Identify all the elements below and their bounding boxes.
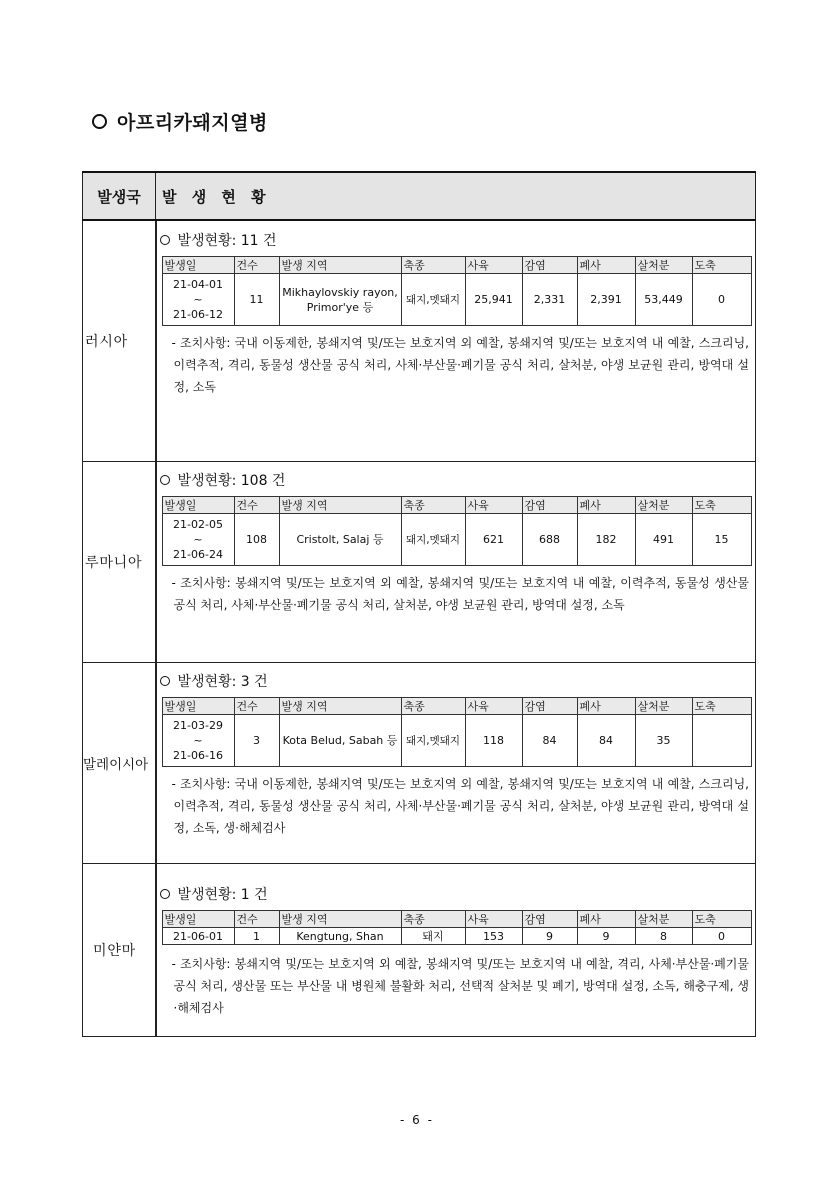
th-region: 발생 지역	[279, 911, 401, 928]
th-species: 축종	[401, 698, 465, 715]
count-cell: 3	[234, 715, 279, 767]
country-name: 러시아	[83, 220, 156, 462]
th-date: 발생일	[162, 497, 234, 514]
country-row-myanmar	[83, 864, 756, 1037]
table-row	[162, 715, 751, 767]
region-cell: Mikhaylovskiy rayon, Primor'ye 등	[279, 274, 401, 326]
th-raised: 사육	[465, 911, 522, 928]
th-slaughtered: 도축	[692, 497, 751, 514]
th-dead: 폐사	[577, 497, 635, 514]
th-count: 건수	[234, 497, 279, 514]
hollow-circle-bullet-icon	[160, 676, 170, 686]
th-raised: 사육	[465, 497, 522, 514]
th-region: 발생 지역	[279, 698, 401, 715]
count-cell: 1	[234, 928, 279, 945]
status-text: 발생현황: 108 건	[177, 473, 286, 489]
detail-table	[162, 256, 752, 326]
th-count: 건수	[234, 257, 279, 274]
dead-cell: 9	[577, 928, 635, 945]
page-heading	[92, 108, 268, 135]
date-from: 21-03-29	[173, 719, 223, 732]
measures-text: - 조치사항: 국내 이동제한, 봉쇄지역 및/또는 보호지역 외 예찰, 봉쇄지역 및/또는 보호지역 내 예찰, 스크리닝, 이력추적, 격리, 동물성 생산물 공식 처리, 사체·부산물·폐기물 공식 처리, 살처분, 야생 보균원 관리, 방역대 설정, 소독, 생·해체검사	[171, 777, 749, 835]
th-infected: 감염	[522, 911, 577, 928]
count-cell: 11	[234, 274, 279, 326]
dead-cell: 84	[577, 715, 635, 767]
status-text: 발생현황: 11 건	[177, 233, 277, 249]
culled-cell: 35	[635, 715, 692, 767]
slaughtered-cell: 0	[692, 928, 751, 945]
th-dead: 폐사	[577, 698, 635, 715]
raised-cell: 25,941	[465, 274, 522, 326]
th-culled: 살처분	[635, 497, 692, 514]
page-title: 아프리카돼지열병	[117, 112, 268, 134]
th-slaughtered: 도축	[692, 911, 751, 928]
date-tilde: ~	[193, 293, 203, 306]
th-date: 발생일	[162, 698, 234, 715]
measures-text: - 조치사항: 국내 이동제한, 봉쇄지역 및/또는 보호지역 외 예찰, 봉쇄지역 및/또는 보호지역 내 예찰, 스크리닝, 이력추적, 격리, 동물성 생산물 공식 처리, 사체·부산물·폐기물 공식 처리, 살처분, 야생 보균원 관리, 방역대 설정, 소독	[171, 336, 749, 394]
detail-table	[162, 697, 752, 767]
table-row	[162, 928, 751, 945]
date-cell: 21-06-01	[162, 928, 234, 945]
infected-cell: 84	[522, 715, 577, 767]
date-from: 21-04-01	[173, 278, 223, 291]
header-country: 발생국	[83, 172, 156, 220]
outbreak-table	[82, 171, 756, 1037]
status-text: 발생현황: 3 건	[177, 674, 268, 690]
th-species: 축종	[401, 911, 465, 928]
detail-header-row	[162, 497, 751, 514]
raised-cell: 621	[465, 514, 522, 566]
th-slaughtered: 도축	[692, 257, 751, 274]
region-cell: Kota Belud, Sabah 등	[279, 715, 401, 767]
th-culled: 살처분	[635, 911, 692, 928]
hollow-circle-bullet-icon	[160, 475, 170, 485]
region-cell: Cristolt, Salaj 등	[279, 514, 401, 566]
country-row-russia	[83, 220, 756, 462]
detail-header-row	[162, 911, 751, 928]
measures-text: - 조치사항: 봉쇄지역 및/또는 보호지역 외 예찰, 봉쇄지역 및/또는 보호지역 내 예찰, 격리, 사체·부산물·폐기물 공식 처리, 생산물 또는 부산물 내 병원체 불활화 처리, 선택적 살처분 및 폐기, 방역대 설정, 소독, 해충구제, 생·해체검사	[171, 957, 749, 1015]
th-species: 축종	[401, 497, 465, 514]
date-to: 21-06-24	[173, 548, 223, 561]
status-line	[160, 884, 754, 904]
country-name: 말레이시아	[83, 663, 156, 864]
th-infected: 감염	[522, 698, 577, 715]
th-region: 발생 지역	[279, 497, 401, 514]
th-dead: 폐사	[577, 257, 635, 274]
country-name: 미얀마	[83, 864, 156, 1037]
th-culled: 살처분	[635, 698, 692, 715]
hollow-circle-bullet-icon	[92, 114, 107, 129]
date-cell	[162, 514, 234, 566]
species-cell: 돼지	[401, 928, 465, 945]
infected-cell: 2,331	[522, 274, 577, 326]
th-infected: 감염	[522, 257, 577, 274]
hollow-circle-bullet-icon	[160, 889, 170, 899]
status-line	[160, 671, 754, 691]
th-date: 발생일	[162, 911, 234, 928]
date-cell	[162, 274, 234, 326]
detail-header-row	[162, 257, 751, 274]
species-cell: 돼지,멧돼지	[401, 274, 465, 326]
th-count: 건수	[234, 911, 279, 928]
th-slaughtered: 도축	[692, 698, 751, 715]
country-status-cell	[156, 220, 756, 462]
detail-header-row	[162, 698, 751, 715]
dead-cell: 2,391	[577, 274, 635, 326]
date-from: 21-02-05	[173, 518, 223, 531]
slaughtered-cell	[692, 715, 751, 767]
country-status-cell	[156, 864, 756, 1037]
count-cell: 108	[234, 514, 279, 566]
header-status: 발 생 현 황	[156, 172, 756, 220]
status-line	[160, 470, 754, 490]
slaughtered-cell: 0	[692, 274, 751, 326]
date-tilde: ~	[193, 533, 203, 546]
detail-table	[162, 910, 752, 945]
th-dead: 폐사	[577, 911, 635, 928]
page-number: - 6 -	[400, 1113, 434, 1127]
th-count: 건수	[234, 698, 279, 715]
region-cell: Kengtung, Shan	[279, 928, 401, 945]
date-tilde: ~	[193, 734, 203, 747]
culled-cell: 491	[635, 514, 692, 566]
slaughtered-cell: 15	[692, 514, 751, 566]
th-region: 발생 지역	[279, 257, 401, 274]
th-infected: 감염	[522, 497, 577, 514]
th-species: 축종	[401, 257, 465, 274]
species-cell: 돼지,멧돼지	[401, 514, 465, 566]
th-date: 발생일	[162, 257, 234, 274]
species-cell: 돼지,멧돼지	[401, 715, 465, 767]
status-text: 발생현황: 1 건	[177, 887, 268, 903]
status-line	[160, 230, 754, 250]
date-to: 21-06-16	[173, 749, 223, 762]
country-status-cell	[156, 663, 756, 864]
th-raised: 사육	[465, 257, 522, 274]
date-cell	[162, 715, 234, 767]
culled-cell: 8	[635, 928, 692, 945]
country-row-malaysia	[83, 663, 756, 864]
hollow-circle-bullet-icon	[160, 235, 170, 245]
raised-cell: 153	[465, 928, 522, 945]
th-raised: 사육	[465, 698, 522, 715]
culled-cell: 53,449	[635, 274, 692, 326]
detail-table	[162, 496, 752, 566]
table-row	[162, 274, 751, 326]
table-header-row	[83, 172, 756, 220]
infected-cell: 688	[522, 514, 577, 566]
dead-cell: 182	[577, 514, 635, 566]
th-culled: 살처분	[635, 257, 692, 274]
infected-cell: 9	[522, 928, 577, 945]
measures-text: - 조치사항: 봉쇄지역 및/또는 보호지역 외 예찰, 봉쇄지역 및/또는 보호지역 내 예찰, 이력추적, 동물성 생산물 공식 처리, 사체·부산물·폐기물 공식 처리, 살처분, 야생 보균원 관리, 방역대 설정, 소독	[171, 576, 749, 612]
country-row-romania	[83, 462, 756, 663]
table-row	[162, 514, 751, 566]
raised-cell: 118	[465, 715, 522, 767]
date-to: 21-06-12	[173, 308, 223, 321]
country-status-cell	[156, 462, 756, 663]
country-name: 루마니아	[83, 462, 156, 663]
